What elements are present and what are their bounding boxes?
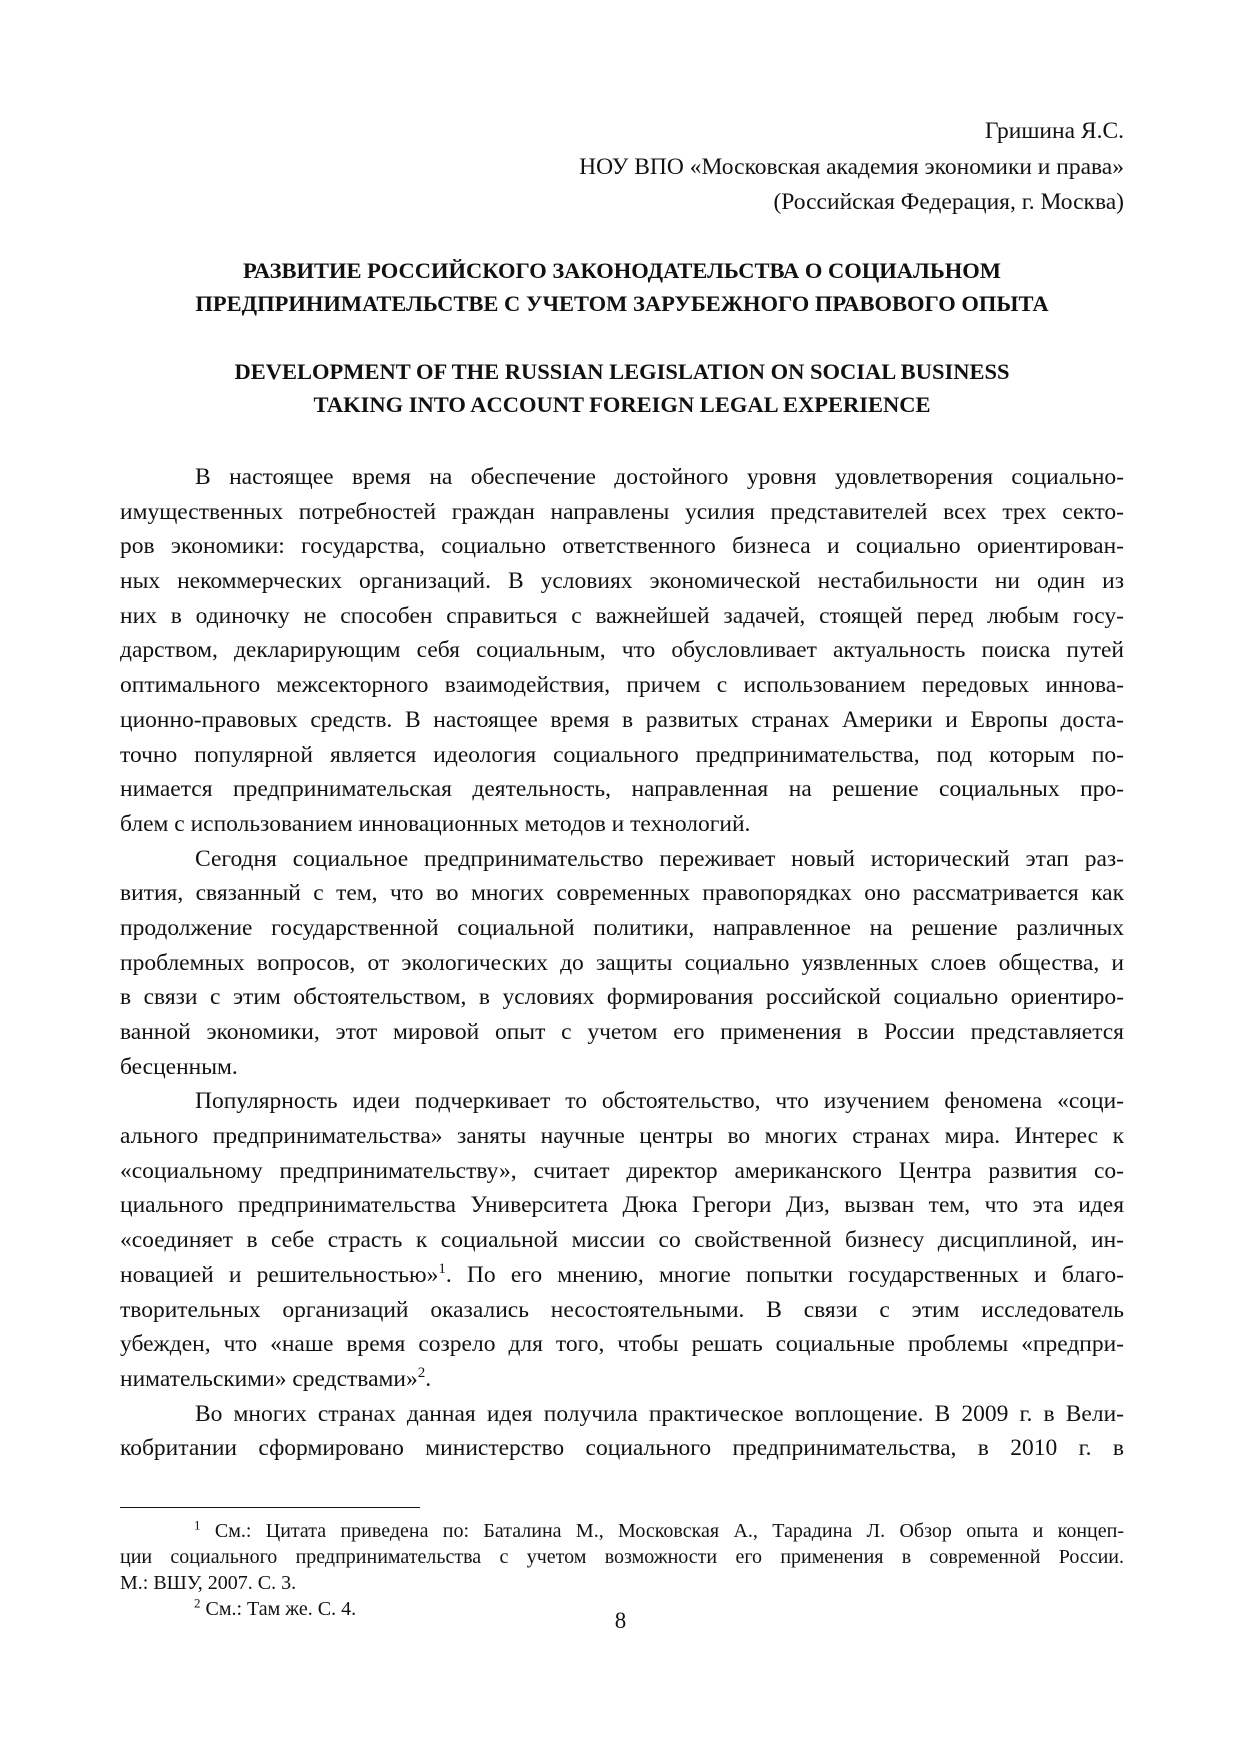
author-location: (Российская Федерация, г. Москва) (773, 189, 1124, 215)
text-line: ров экономики: государства, социально ответственного бизнеса и социально ориентирован- (120, 533, 1124, 560)
text-fragment: нимательскими» средствами» (120, 1365, 418, 1392)
footnote-divider (120, 1507, 420, 1508)
text-line: продолжение государственной социальной политики, направленное на решение различных (120, 914, 1124, 941)
footnote-number: 1 (194, 1518, 201, 1533)
text-line: ального предпринимательства» заняты научные центры во многих странах мира. Интерес к (120, 1123, 1124, 1150)
text-fragment: новацией и решительностью» (120, 1261, 439, 1288)
text-line: проблемных вопросов, от экологических до защиты социально уязвленных слоев общества, и (120, 949, 1124, 976)
footnote-line: ции социального предпринимательства с учетом возможности его применения в современной России. (120, 1546, 1124, 1568)
text-line: ванной экономики, этот мировой опыт с учетом его применения в России представляется (120, 1019, 1124, 1045)
text-line: «социальному предпринимательству», считает директор американского Центра развития со- (120, 1157, 1124, 1184)
title-russian-line: РАЗВИТИЕ РОССИЙСКОГО ЗАКОНОДАТЕЛЬСТВА О СОЦИАЛЬНОМ (243, 258, 1001, 283)
text-line: дарством, декларирующим себя социальным, что обусловливает актуальность поиска путей (120, 637, 1124, 664)
text-line: Во многих странах данная идея получила практическое воплощение. В 2009 г. в Вели- (195, 1400, 1124, 1427)
text-line-with-footnote (120, 1258, 1124, 1293)
footnote-text: См.: Цитата приведена по: Баталина М., Московская А., Тарадина Л. Обзор опыта и концеп- (200, 1520, 1124, 1542)
text-line-with-footnote (120, 1362, 1124, 1397)
text-line: Популярность идеи подчеркивает то обстоятельство, что изучением феномена «соци- (195, 1088, 1124, 1115)
text-fragment: . По его мнению, многие попытки государственных и благо- (445, 1261, 1124, 1288)
title-english-line: TAKING INTO ACCOUNT FOREIGN LEGAL EXPERIENCE (313, 392, 931, 417)
text-line: них в одиночку не способен справиться с важнейшей задачей, стоящей перед любым госу- (120, 602, 1124, 629)
text-line: вития, связанный с тем, что во многих современных правопорядках оно рассматривается как (120, 880, 1124, 907)
text-fragment: . (425, 1365, 432, 1392)
text-line: убежден, что «наше время созрело для того, чтобы решать социальные проблемы «предпри- (120, 1331, 1124, 1358)
text-line: кобритании сформировано министерство социального предпринимательства, в 2010 г. в (120, 1435, 1124, 1462)
text-line: бесценным. (120, 1053, 238, 1080)
footnote-ref: 2 (417, 1365, 426, 1382)
text-line: в связи с этим обстоятельством, в условиях формирования российской социально ориентиро- (120, 984, 1124, 1011)
paragraph (120, 1084, 1124, 1396)
text-line: В настоящее время на обеспечение достойного уровня удовлетворения социально- (195, 464, 1124, 490)
text-line: ных некоммерческих организаций. В условиях экономической нестабильности ни один из (120, 568, 1124, 595)
footnote (120, 1518, 1124, 1596)
footnote-text: См.: Там же. С. 4. (200, 1598, 357, 1620)
text-line: имущественных потребностей граждан направлены усилия представителей всех трех секто- (120, 498, 1124, 525)
paragraph (120, 460, 1124, 842)
article-body (120, 460, 1124, 1466)
author-institution: НОУ ВПО «Московская академия экономики и права» (579, 153, 1124, 180)
paragraph (120, 1397, 1124, 1466)
author-name: Гришина Я.С. (984, 118, 1124, 144)
title-russian-line: ПРЕДПРИНИМАТЕЛЬСТВЕ С УЧЕТОМ ЗАРУБЕЖНОГО ПРАВОВОГО ОПЫТА (195, 291, 1049, 316)
author-affiliation (324, 114, 1124, 221)
text-line: «соединяет в себе страсть к социальной миссии со свойственной бизнесу дисциплиной, ин- (120, 1227, 1124, 1254)
text-line: циального предпринимательства Университета Дюка Грегори Диз, вызван тем, что эта идея (120, 1192, 1124, 1219)
text-line: ционно-правовых средств. В настоящее время в развитых странах Америки и Европы доста- (120, 706, 1124, 733)
text-line: Сегодня социальное предпринимательство переживает новый исторический этап раз- (195, 845, 1124, 872)
footnote-line (120, 1518, 1124, 1544)
title-english (120, 355, 1124, 421)
footnote-ref: 1 (438, 1260, 446, 1277)
text-line: точно популярной является идеология социального предпринимательства, под которым по- (120, 741, 1124, 768)
paragraph (120, 842, 1124, 1085)
text-line: оптимального межсекторного взаимодействия, причем с использованием передовых иннова- (120, 672, 1124, 699)
text-line: нимается предпринимательская деятельность, направленная на решение социальных про- (120, 776, 1124, 803)
text-line: блем с использованием инновационных методов и технологий. (120, 810, 751, 837)
title-english-line: DEVELOPMENT OF THE RUSSIAN LEGISLATION ON SOCIAL BUSINESS (234, 359, 1010, 384)
text-line: творительных организаций оказались несостоятельными. В связи с этим исследователь (120, 1296, 1124, 1323)
page-number: 8 (614, 1608, 627, 1633)
footnote-line: М.: ВШУ, 2007. С. 3. (120, 1572, 297, 1594)
title-russian (120, 254, 1124, 320)
footnote-number: 2 (194, 1596, 201, 1611)
